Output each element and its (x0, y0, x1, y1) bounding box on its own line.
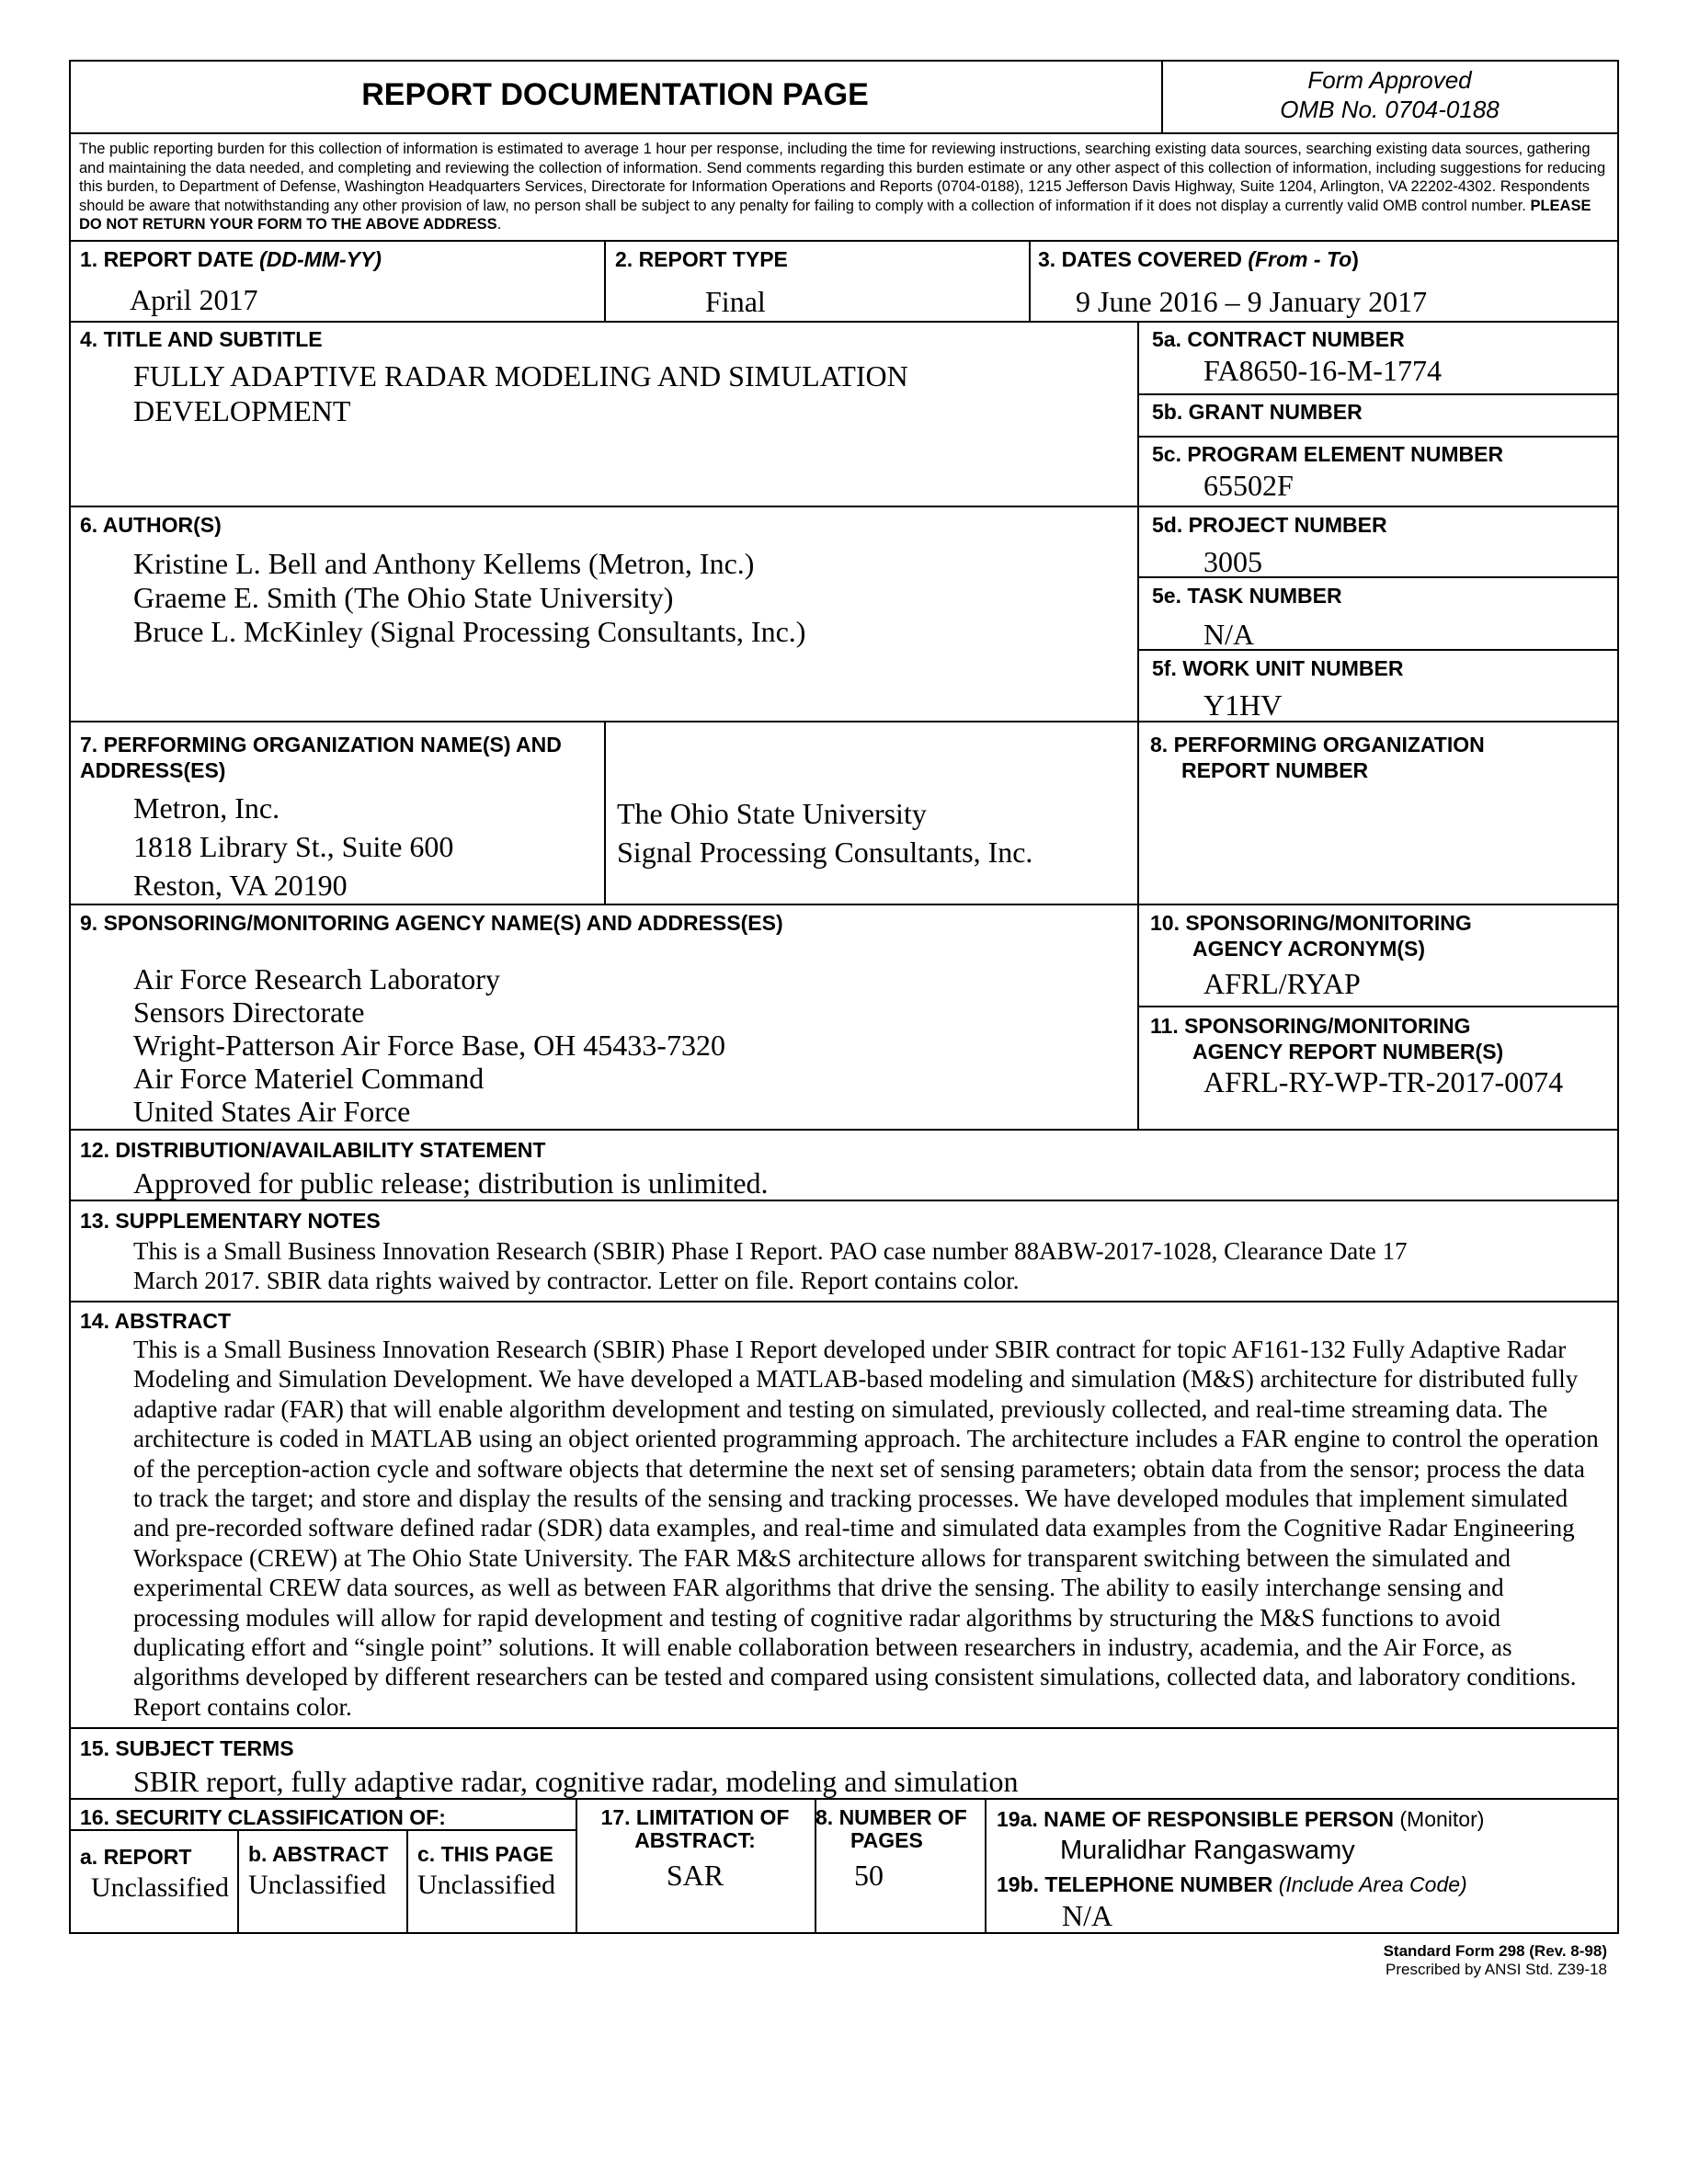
performing-org-right (617, 794, 1032, 871)
contract-number-value: FA8650-16-M-1774 (1203, 354, 1442, 387)
burden-statement (79, 140, 1610, 234)
sponsor-line-3: Wright-Patterson Air Force Base, OH 45433-7320 (133, 1029, 725, 1062)
dates-covered-value: 9 June 2016 – 9 January 2017 (1076, 285, 1428, 318)
sponsor-line-2: Sensors Directorate (133, 995, 365, 1029)
author-line-2: Graeme E. Smith (The Ohio State University) (133, 581, 674, 614)
org-report-number-label-line-2: REPORT NUMBER (1181, 758, 1369, 782)
report-date-value: April 2017 (130, 283, 258, 316)
number-of-pages-value: 50 (854, 1859, 884, 1892)
burden-end: . (496, 216, 502, 233)
performing-org-name: Metron, Inc. (133, 791, 280, 825)
this-page-classification-value: Unclassified (417, 1870, 555, 1900)
project-number-label: 5d. PROJECT NUMBER (1152, 513, 1387, 537)
author-line-3: Bruce L. McKinley (Signal Processing Consultants, Inc.) (133, 615, 806, 648)
telephone-number-label (997, 1871, 1467, 1897)
work-unit-value: Y1HV (1203, 688, 1283, 722)
ansi-standard: Prescribed by ANSI Std. Z39-18 (1386, 1961, 1607, 1978)
agency-acronym-label-line-2: AGENCY ACRONYM(S) (1192, 937, 1426, 961)
report-classification-value: Unclassified (91, 1872, 229, 1903)
report-date-label (80, 246, 382, 272)
org-report-number-label-line-1: 8. PERFORMING ORGANIZATION (1150, 733, 1485, 756)
agency-report-number-label-line-2: AGENCY REPORT NUMBER(S) (1192, 1040, 1504, 1064)
agency-acronym-label (1150, 910, 1472, 961)
performing-org-partner-2: Signal Processing Consultants, Inc. (617, 836, 1033, 869)
distribution-label: 12. DISTRIBUTION/AVAILABILITY STATEMENT (80, 1138, 546, 1162)
project-number-value: 3005 (1203, 545, 1262, 578)
task-number-value: N/A (1203, 618, 1255, 651)
dates-covered-label-text: 3. DATES COVERED (1038, 247, 1249, 271)
sponsor-line-1: Air Force Research Laboratory (133, 962, 500, 995)
org-report-number-label (1150, 732, 1485, 783)
authors-label: 6. AUTHOR(S) (80, 513, 222, 537)
abstract-classification-label: b. ABSTRACT (248, 1842, 389, 1866)
performing-org-label-line-1: 7. PERFORMING ORGANIZATION NAME(S) AND (80, 733, 562, 756)
limitation-label-line-2: ABSTRACT: (634, 1828, 756, 1852)
performing-org-partner-1: The Ohio State University (617, 797, 927, 830)
page-title: REPORT DOCUMENTATION PAGE (361, 77, 869, 112)
supplementary-line-2: March 2017. SBIR data rights waived by contractor. Letter on file. Report contains color. (133, 1267, 1020, 1295)
report-date-format: (DD-MM-YY) (259, 247, 382, 271)
program-element-label: 5c. PROGRAM ELEMENT NUMBER (1152, 442, 1504, 466)
limitation-label (576, 1804, 815, 1853)
number-of-pages-label-line-2: PAGES (850, 1828, 923, 1852)
form-approved-text: Form Approved (1307, 66, 1472, 94)
abstract-classification-value: Unclassified (248, 1870, 386, 1900)
responsible-person-label-text: 19a. NAME OF RESPONSIBLE PERSON (997, 1807, 1400, 1831)
subject-terms-label: 15. SUBJECT TERMS (80, 1736, 294, 1760)
grant-number-label: 5b. GRANT NUMBER (1152, 400, 1363, 424)
performing-org-city: Reston, VA 20190 (133, 869, 348, 902)
program-element-value: 65502F (1203, 469, 1294, 502)
sponsoring-agency-address (133, 962, 725, 1128)
dates-covered-label-end: ) (1352, 247, 1359, 271)
agency-acronym-value: AFRL/RYAP (1203, 967, 1361, 1000)
sponsor-line-5: United States Air Force (133, 1095, 411, 1128)
author-line-1: Kristine L. Bell and Anthony Kellems (Metron, Inc.) (133, 547, 755, 580)
burden-text: The public reporting burden for this collection of information is estimated to average 1 hour per response, including the time for reviewing instructions, searching existing data sources, searching existing data sources, gathering and maintaining the data needed, and completing and reviewing the collection of information. Send comments regarding this burden estimate or any other aspect of this collection of information, including suggestions for reducing this burden, to Department of Defense, Washington Headquarters Services, Directorate for Information Operations and Reports (0704-0188), 1215 Jefferson Davis Highway, Suite 1204, Arlington, VA 22202-4302. Respondents should be aware that notwithstanding any other provision of law, no person shall be subject to any penalty for failing to comply with a collection of information if it does not display a currently valid OMB control number. (79, 141, 1606, 214)
omb-number: OMB No. 0704-0188 (1280, 96, 1500, 123)
burden-warning: PLEASE DO NOT RETURN YOUR FORM TO THE ABOVE ADDRESS (79, 197, 1591, 233)
sponsoring-agency-label: 9. SPONSORING/MONITORING AGENCY NAME(S) AND ADDRESS(ES) (80, 911, 783, 935)
telephone-number-format: (Include Area Code) (1278, 1872, 1467, 1896)
distribution-value: Approved for public release; distribution is unlimited. (133, 1166, 769, 1200)
this-page-classification-label: c. THIS PAGE (417, 1842, 553, 1866)
supplementary-line-1: This is a Small Business Innovation Research (SBIR) Phase I Report. PAO case number 88ABW-2017-1028, Clearance Date 17 (133, 1237, 1408, 1265)
sponsor-line-4: Air Force Materiel Command (133, 1062, 485, 1095)
contract-number-label: 5a. CONTRACT NUMBER (1152, 327, 1405, 351)
responsible-person-label (997, 1806, 1484, 1832)
performing-org-label-line-2: ADDRESS(ES) (80, 758, 226, 782)
responsible-person-role: (Monitor) (1399, 1807, 1485, 1831)
report-classification-label: a. REPORT (80, 1845, 192, 1869)
responsible-person-value: Muralidhar Rangaswamy (1060, 1836, 1355, 1865)
agency-acronym-label-line-1: 10. SPONSORING/MONITORING (1150, 911, 1472, 935)
supplementary-notes-label: 13. SUPPLEMENTARY NOTES (80, 1209, 381, 1233)
title-line-2: DEVELOPMENT (133, 394, 351, 427)
performing-org-label (80, 732, 562, 783)
title-subtitle-label: 4. TITLE AND SUBTITLE (80, 327, 323, 351)
agency-report-number-label-line-1: 11. SPONSORING/MONITORING (1150, 1014, 1471, 1038)
abstract-label: 14. ABSTRACT (80, 1309, 231, 1333)
report-date-label-text: 1. REPORT DATE (80, 247, 260, 271)
limitation-value: SAR (666, 1859, 724, 1892)
number-of-pages-label-line-1: 8. NUMBER OF (815, 1805, 967, 1829)
report-type-value: Final (705, 285, 766, 318)
security-classification-label: 16. SECURITY CLASSIFICATION OF: (80, 1805, 446, 1829)
subject-terms-value: SBIR report, fully adaptive radar, cognitive radar, modeling and simulation (133, 1765, 1019, 1798)
limitation-label-line-1: 17. LIMITATION OF (600, 1805, 790, 1829)
dates-covered-label (1038, 246, 1359, 272)
title-line-1: FULLY ADAPTIVE RADAR MODELING AND SIMULATION (133, 359, 908, 392)
abstract-text: This is a Small Business Innovation Research (SBIR) Phase I Report developed under SBIR contract for topic AF161-132 Fully Adaptive Radar Modeling and Simulation Development. We have developed a MATLAB-based modeling and simulation (M&S) architecture for distributed fully adaptive radar (FAR) that will enable algorithm development and testing on simulated, previously collected, and real-time streaming data. The architecture is coded in MATLAB using an object oriented programming approach. The architecture includes a FAR engine to control the operation of the perception-action cycle and software objects that determine the next set of sensing parameters; obtain data from the sensor; process the data to track the target; and store and display the results of the sensing and tracking processes. We have developed modules that implement simulated and pre-recorded software defined radar (SDR) data examples, and real-time and simulated data examples from the Cognitive Radar Engineering Workspace (CREW) at The Ohio State University. The FAR M&S architecture allows for transparent switching between the simulated and experimental CREW data sources, as well as between FAR algorithms that drive the sensing. The ability to easily interchange sensing and processing modules will allow for rapid development and testing of cognitive radar algorithms by structuring the M&S functions to avoid duplicating effort and “single point” solutions. It will enable collaboration between researchers in industry, academia, and the Air Force, as algorithms developed by different researchers can be tested and compared using consistent simulations, collected data, and laboratory conditions. Report contains color. (133, 1336, 1599, 1721)
telephone-number-label-text: 19b. TELEPHONE NUMBER (997, 1872, 1279, 1896)
dates-covered-format: (From - To (1248, 247, 1352, 271)
performing-org-left (133, 789, 453, 904)
report-type-label: 2. REPORT TYPE (615, 247, 788, 271)
standard-form-number: Standard Form 298 (Rev. 8-98) (1383, 1942, 1607, 1960)
performing-org-street: 1818 Library St., Suite 600 (133, 830, 454, 863)
agency-report-number-label (1150, 1013, 1503, 1064)
agency-report-number-value: AFRL-RY-WP-TR-2017-0074 (1203, 1065, 1564, 1098)
task-number-label: 5e. TASK NUMBER (1152, 584, 1342, 608)
telephone-number-value: N/A (1062, 1899, 1113, 1932)
supplementary-notes (133, 1236, 1408, 1296)
work-unit-label: 5f. WORK UNIT NUMBER (1152, 656, 1404, 680)
number-of-pages-label (815, 1804, 967, 1853)
